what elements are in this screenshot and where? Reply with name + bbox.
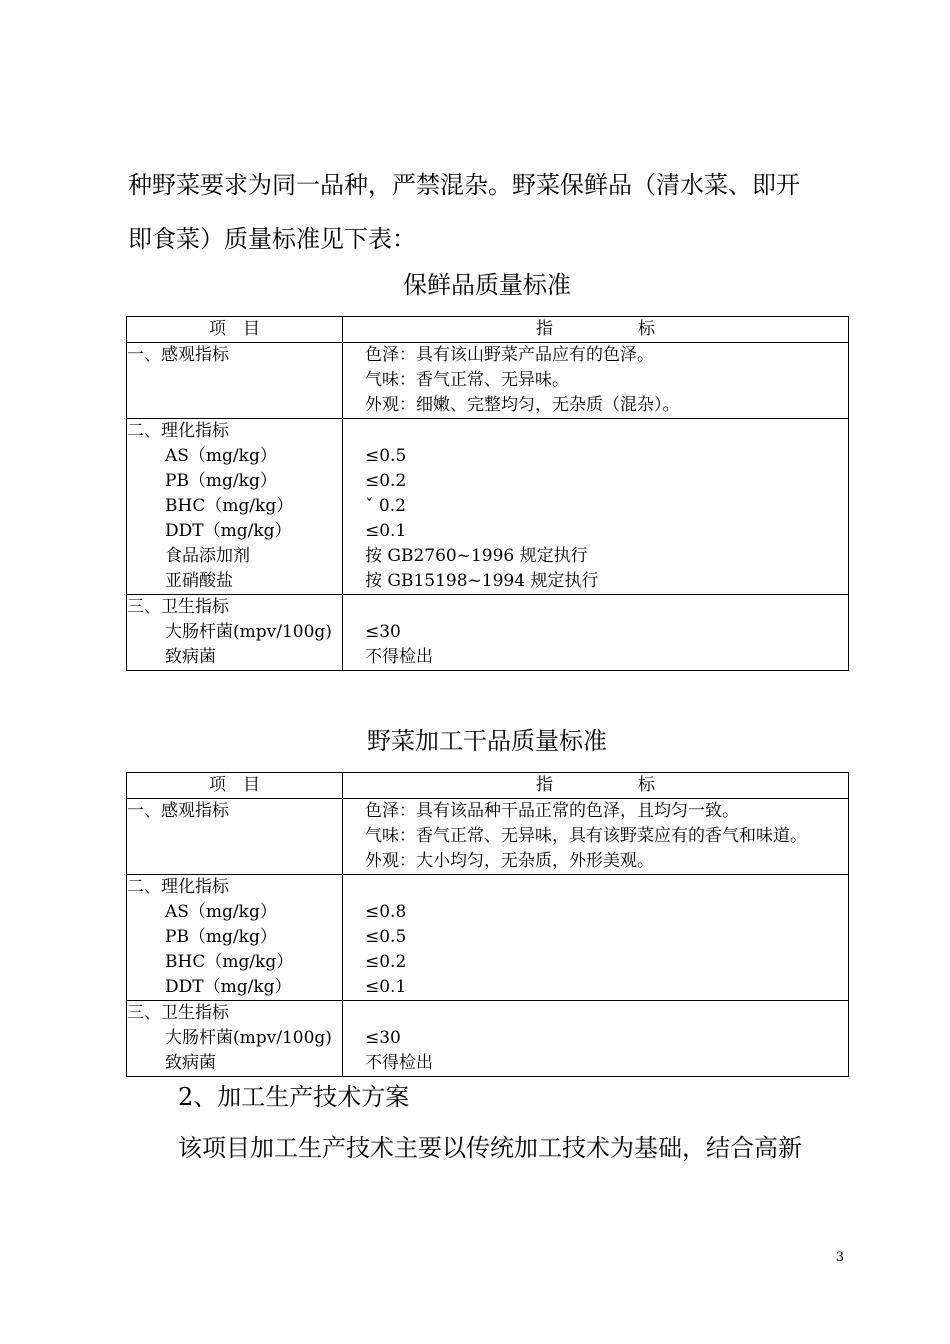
item-name: PB（mg/kg） — [165, 927, 277, 947]
value-text: ≤30 — [365, 622, 401, 642]
item-name: AS（mg/kg） — [165, 446, 277, 466]
value-text: ≤30 — [365, 1028, 401, 1048]
value-text: ≤0.2 — [365, 952, 407, 972]
item-name: PB（mg/kg） — [165, 471, 277, 491]
item-name: BHC（mg/kg） — [165, 952, 294, 972]
item-name: 致病菌 — [165, 1053, 216, 1073]
value-blank — [343, 1001, 848, 1026]
value-text: ≤0.1 — [365, 977, 407, 997]
value-text: 按 GB2760~1996 规定执行 — [365, 546, 588, 566]
section-values-physchem — [343, 875, 849, 1001]
value-text: 色泽：具有该山野菜产品应有的色泽。 — [365, 345, 654, 365]
value-text: 不得检出 — [365, 647, 433, 667]
section-values-sensory — [343, 343, 849, 419]
item-name: 大肠杆菌(mpv/100g) — [165, 622, 332, 642]
item-name: AS（mg/kg） — [165, 902, 277, 922]
intro-paragraph — [128, 158, 848, 266]
item-name: 致病菌 — [165, 647, 216, 667]
table-header-row — [127, 317, 849, 343]
value-text: 外观：细嫩、完整均匀，无杂质（混杂）。 — [365, 395, 680, 415]
section-label-hygiene — [127, 1001, 343, 1077]
section-body-text: 该项目加工生产技术主要以传统加工技术为基础，结合高新 — [178, 1134, 802, 1162]
section-name: 一、感观指标 — [127, 801, 229, 821]
value-text: 按 GB15198~1994 规定执行 — [365, 571, 599, 591]
intro-line-2: 即食菜）质量标准见下表： — [128, 225, 416, 253]
table2-caption: 野菜加工干品质量标准 — [367, 727, 607, 755]
section-heading: 2、加工生产技术方案 — [178, 1083, 410, 1111]
table-header-row — [127, 773, 849, 799]
section-name: 二、理化指标 — [127, 877, 229, 897]
value-blank — [343, 595, 848, 620]
section-label-sensory — [127, 799, 343, 875]
header-indicator: 指 标 — [343, 317, 849, 343]
section-label-physchem — [127, 419, 343, 595]
section-values-hygiene — [343, 595, 849, 671]
header-indicator: 指 标 — [343, 773, 849, 799]
section-values-physchem — [343, 419, 849, 595]
value-blank — [343, 875, 848, 900]
value-text: 不得检出 — [365, 1053, 433, 1073]
value-text: 外观：大小均匀，无杂质，外形美观。 — [365, 851, 654, 871]
table-row — [127, 419, 849, 595]
section-name: 三、卫生指标 — [127, 1003, 229, 1023]
value-blank — [343, 419, 848, 444]
header-item: 项 目 — [127, 773, 343, 799]
section-values-hygiene — [343, 1001, 849, 1077]
header-item: 项 目 — [127, 317, 343, 343]
item-name: 大肠杆菌(mpv/100g) — [165, 1028, 332, 1048]
section-label-physchem — [127, 875, 343, 1001]
section-name: 二、理化指标 — [127, 421, 229, 441]
page-number: 3 — [835, 1250, 844, 1265]
table-row — [127, 343, 849, 419]
value-text: ≤0.5 — [365, 927, 407, 947]
value-text: ˇ 0.2 — [365, 496, 406, 516]
table-row — [127, 799, 849, 875]
value-text: ≤0.5 — [365, 446, 407, 466]
dried-quality-table — [126, 772, 849, 1077]
value-text: ≤0.8 — [365, 902, 407, 922]
table-row — [127, 1001, 849, 1077]
section-name: 三、卫生指标 — [127, 597, 229, 617]
fresh-quality-table — [126, 316, 849, 671]
intro-line-1: 种野菜要求为同一品种，严禁混杂。野菜保鲜品（清水菜、即开 — [128, 171, 800, 199]
table1-caption: 保鲜品质量标准 — [403, 271, 571, 299]
table-row — [127, 875, 849, 1001]
value-text: 气味：香气正常、无异味。 — [365, 370, 569, 390]
value-text: ≤0.1 — [365, 521, 407, 541]
section-label-sensory — [127, 343, 343, 419]
item-name: DDT（mg/kg） — [165, 521, 292, 541]
section-values-sensory — [343, 799, 849, 875]
value-text: 气味：香气正常、无异味，具有该野菜应有的香气和味道。 — [365, 826, 807, 846]
table-row — [127, 595, 849, 671]
value-text: 色泽：具有该品种干品正常的色泽，且均匀一致。 — [365, 801, 739, 821]
item-name: DDT（mg/kg） — [165, 977, 292, 997]
section-name: 一、感观指标 — [127, 345, 229, 365]
section-label-hygiene — [127, 595, 343, 671]
item-name: 食品添加剂 — [165, 546, 250, 566]
value-text: ≤0.2 — [365, 471, 407, 491]
item-name: 亚硝酸盐 — [165, 571, 233, 591]
item-name: BHC（mg/kg） — [165, 496, 294, 516]
